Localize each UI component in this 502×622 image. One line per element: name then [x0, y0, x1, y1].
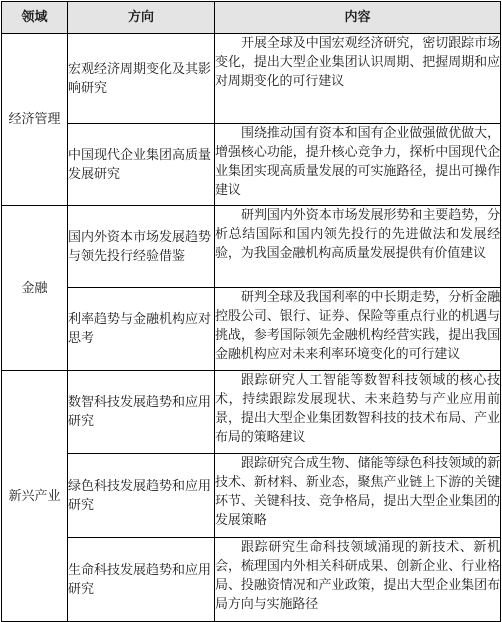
direction-cell: 国内外资本市场发展趋势与领先投行经验借鉴 [68, 206, 215, 288]
content-cell: 研判国内外资本市场发展形势和主要趋势，分析总结国际和国内领先投行的先进做法和发展经验，为我国金融机构高质量发展提供有价值建议 [215, 206, 501, 288]
table-row [2, 288, 501, 371]
domain-cell-economic-management: 经济管理 [2, 34, 68, 206]
direction-cell: 数智科技发展趋势和应用研究 [68, 371, 215, 454]
table-header-row [2, 2, 501, 34]
table-row [2, 124, 501, 206]
header-domain: 领域 [2, 2, 68, 34]
research-directions-table [1, 1, 501, 622]
table-row [2, 538, 501, 622]
content-cell: 跟踪研究合成生物、储能等绿色科技领域的新技术、新材料、新业态，聚焦产业链上下游的关键环节、关键科技、竞争格局，提出大型企业集团的发展策略 [215, 454, 501, 538]
direction-cell: 利率趋势与金融机构应对思考 [68, 288, 215, 371]
domain-cell-emerging-industries: 新兴产业 [2, 371, 68, 622]
domain-cell-finance: 金融 [2, 206, 68, 371]
table-row [2, 454, 501, 538]
direction-cell: 宏观经济周期变化及其影响研究 [68, 34, 215, 124]
table-row [2, 34, 501, 124]
table-row [2, 206, 501, 288]
content-cell: 跟踪研究人工智能等数智科技领域的核心技术，持续跟踪发展现状、未来趋势与产业应用前景，提出大型企业集团数智科技的技术布局、产业布局的策略建议 [215, 371, 501, 454]
content-cell: 跟踪研究生命科技领域涌现的新技术、新机会，梳理国内外相关科研成果、创新企业、行业格局、投融资情况和产业政策，提出大型企业集团布局方向与实施路径 [215, 538, 501, 622]
content-cell: 开展全球及中国宏观经济研究，密切跟踪市场变化，提出大型企业集团认识周期、把握周期和应对周期变化的可行建议 [215, 34, 501, 124]
table-row [2, 371, 501, 454]
direction-cell: 绿色科技发展趋势和应用研究 [68, 454, 215, 538]
content-cell: 围绕推动国有资本和国有企业做强做优做大，增强核心功能，提升核心竞争力，探析中国现代企业集团实现高质量发展的可实施路径，提出可操作建议 [215, 124, 501, 206]
direction-cell: 中国现代企业集团高质量发展研究 [68, 124, 215, 206]
direction-cell: 生命科技发展趋势和应用研究 [68, 538, 215, 622]
content-cell: 研判全球及我国利率的中长期走势，分析金融控股公司、银行、证券、保险等重点行业的机遇与挑战，参考国际领先金融机构经营实践，提出我国金融机构应对未来利率环境变化的可行建议 [215, 288, 501, 371]
header-direction: 方向 [68, 2, 215, 34]
header-content: 内容 [215, 2, 501, 34]
